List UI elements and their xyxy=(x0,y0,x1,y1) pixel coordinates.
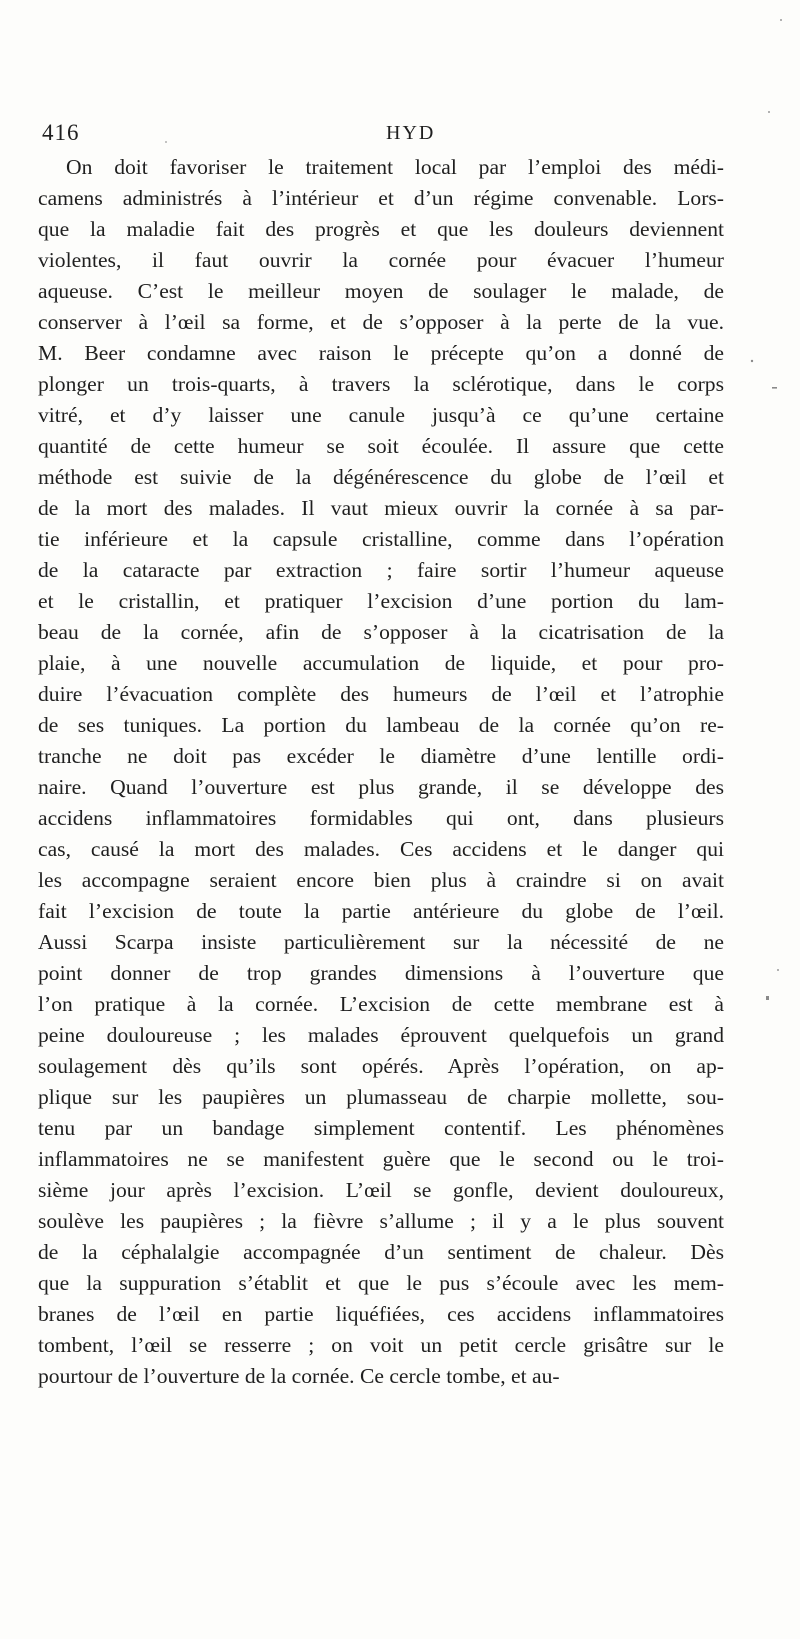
text-line: soulève les paupières ; la fièvre s’allume ; il y a le plus souvent xyxy=(38,1209,724,1233)
text-line: l’on pratique à la cornée. L’excision de cette membrane est à xyxy=(38,992,724,1016)
page-header xyxy=(42,120,722,152)
text-line: que la suppuration s’établit et que le pus s’écoule avec les mem- xyxy=(38,1271,724,1295)
text-line: et le cristallin, et pratiquer l’excision d’une portion du lam- xyxy=(38,589,724,613)
text-line: de la mort des malades. Il vaut mieux ouvrir la cornée à sa par- xyxy=(38,496,724,520)
text-line: beau de la cornée, afin de s’opposer à la cicatrisation de la xyxy=(38,620,724,644)
text-line: plaie, à une nouvelle accumulation de liquide, et pour pro- xyxy=(38,651,724,675)
text-line: plonger un trois-quarts, à travers la sclérotique, dans le corps xyxy=(38,372,724,396)
text-line: violentes, il faut ouvrir la cornée pour évacuer l’humeur xyxy=(38,248,724,272)
text-line: pourtour de l’ouverture de la cornée. Ce cercle tombe, et au- xyxy=(38,1364,560,1388)
text-line: tranche ne doit pas excéder le diamètre d’une lentille ordi- xyxy=(38,744,724,768)
text-line: fait l’excision de toute la partie antérieure du globe de l’œil. xyxy=(38,899,724,923)
text-line: que la maladie fait des progrès et que les douleurs deviennent xyxy=(38,217,724,241)
text-line: tie inférieure et la capsule cristalline, comme dans l’opération xyxy=(38,527,724,551)
text-line: On doit favoriser le traitement local par l’emploi des médi- xyxy=(66,155,724,179)
text-line: cas, causé la mort des malades. Ces accidens et le danger qui xyxy=(38,837,724,861)
text-line: soulagement dès qu’ils sont opérés. Après l’opération, on ap- xyxy=(38,1054,724,1078)
text-line: duire l’évacuation complète des humeurs de l’œil et l’atrophie xyxy=(38,682,724,706)
text-line: camens administrés à l’intérieur et d’un régime convenable. Lors- xyxy=(38,186,724,210)
text-line: méthode est suivie de la dégénérescence du globe de l’œil et xyxy=(38,465,724,489)
text-line: Aussi Scarpa insiste particulièrement sur la nécessité de ne xyxy=(38,930,724,954)
text-line: de la cataracte par extraction ; faire sortir l’humeur aqueuse xyxy=(38,558,724,582)
body-text xyxy=(38,152,724,1392)
text-line: peine douloureuse ; les malades éprouvent quelquefois un grand xyxy=(38,1023,724,1047)
text-line: aqueuse. C’est le meilleur moyen de soulager le malade, de xyxy=(38,279,724,303)
text-line: accidens inflammatoires formidables qui ont, dans plusieurs xyxy=(38,806,724,830)
text-line: tenu par un bandage simplement contentif. Les phénomènes xyxy=(38,1116,724,1140)
running-head: HYD xyxy=(386,122,436,144)
text-line: point donner de trop grandes dimensions à l’ouverture que xyxy=(38,961,724,985)
speck xyxy=(780,19,782,21)
text-line: inflammatoires ne se manifestent guère que le second ou le troi- xyxy=(38,1147,724,1171)
speck xyxy=(777,969,779,971)
speck xyxy=(766,996,769,1000)
text-line: de ses tuniques. La portion du lambeau de la cornée qu’on re- xyxy=(38,713,724,737)
text-line: M. Beer condamne avec raison le précepte qu’on a donné de xyxy=(38,341,724,365)
speck xyxy=(768,111,770,113)
text-line: branes de l’œil en partie liquéfiées, ces accidens inflammatoires xyxy=(38,1302,724,1326)
text-line: vitré, et d’y laisser une canule jusqu’à ce qu’une certaine xyxy=(38,403,724,427)
text-line: plique sur les paupières un plumasseau de charpie mollette, sou- xyxy=(38,1085,724,1109)
speck xyxy=(772,387,777,389)
text-line: les accompagne seraient encore bien plus à craindre si on avait xyxy=(38,868,724,892)
text-line: sième jour après l’excision. L’œil se gonfle, devient douloureux, xyxy=(38,1178,724,1202)
text-line: naire. Quand l’ouverture est plus grande, il se développe des xyxy=(38,775,724,799)
text-line: de la céphalalgie accompagnée d’un sentiment de chaleur. Dès xyxy=(38,1240,724,1264)
text-line: quantité de cette humeur se soit écoulée. Il assure que cette xyxy=(38,434,724,458)
text-line: tombent, l’œil se resserre ; on voit un petit cercle grisâtre sur le xyxy=(38,1333,724,1357)
page-number: 416 xyxy=(42,120,80,145)
text-line: conserver à l’œil sa forme, et de s’opposer à la perte de la vue. xyxy=(38,310,724,334)
speck xyxy=(751,360,753,362)
